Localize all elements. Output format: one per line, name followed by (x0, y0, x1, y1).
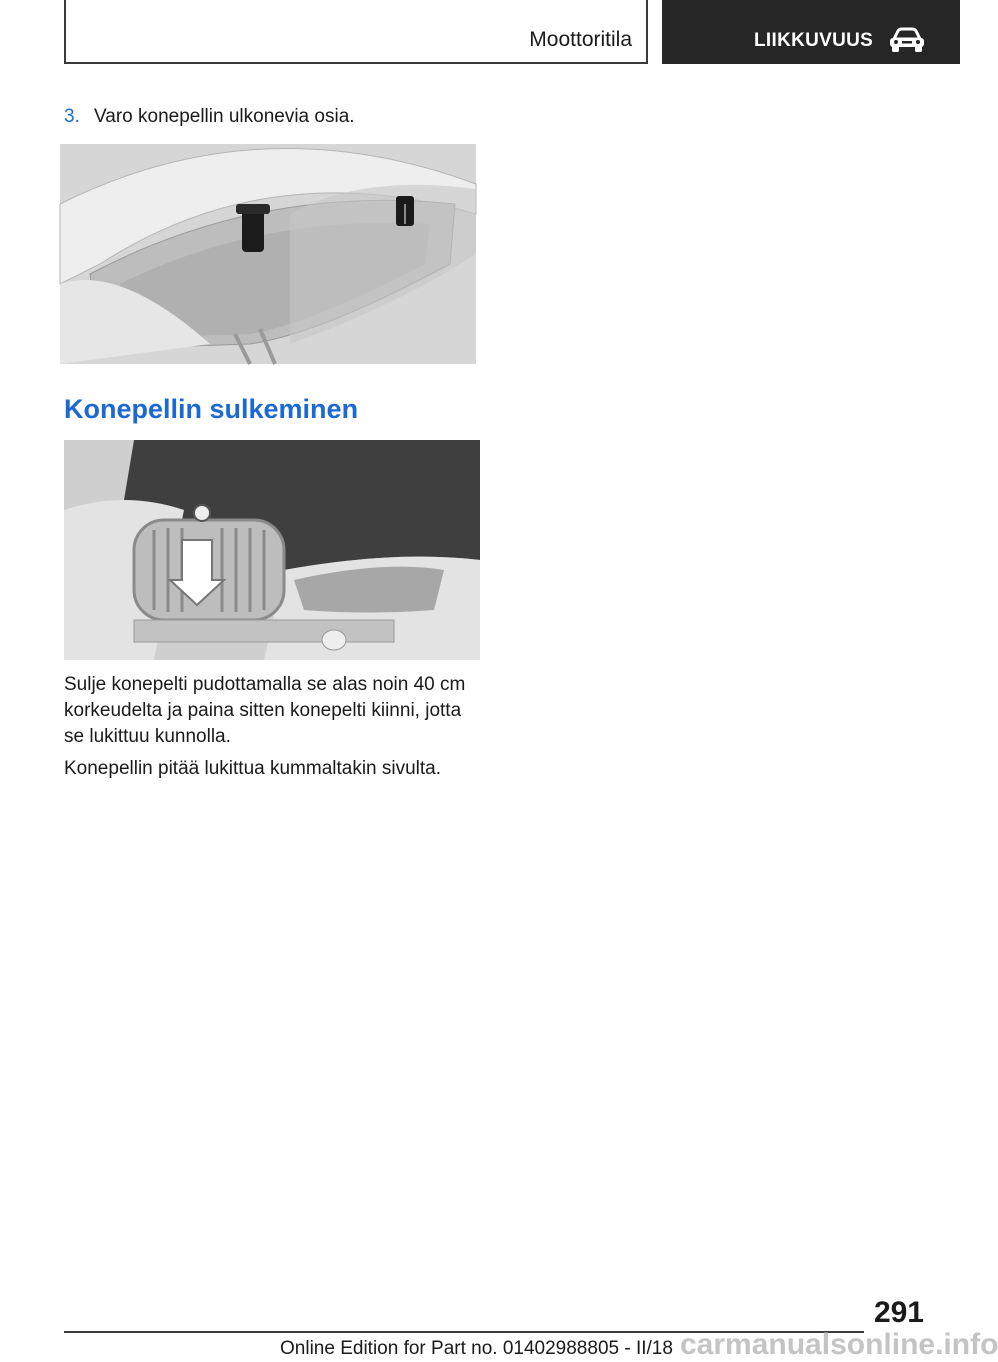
header-chapter-tab (662, 0, 960, 64)
hood-underside-illustration (60, 144, 476, 364)
paragraph-latch-note: Konepellin pitää lukittua kummaltakin sivulta. (64, 758, 442, 779)
step-number: 3. (64, 106, 80, 127)
paragraph-closing-instructions: Sulje konepelti pudottamalla se alas noin 40 cm korkeudelta ja paina sitten konepelti kiinni, jotta se lukittuu kunnolla. (64, 674, 466, 747)
section-title: Konepellin sulkeminen (64, 394, 359, 424)
header-section-title: Moottoritila (529, 28, 632, 51)
header-section-box (64, 0, 648, 64)
step-text: Varo konepellin ulkonevia osia. (94, 106, 355, 127)
watermark: carmanualsonline.info (680, 1328, 998, 1361)
header-chapter-label: LIIKKUVUUS (754, 30, 874, 51)
hood-closing-illustration (64, 440, 480, 660)
step-3 (64, 106, 355, 128)
page-number: 291 (873, 1296, 924, 1329)
footer-edition: Online Edition for Part no. 01402988805 - II/18 (280, 1338, 673, 1359)
car-icon (888, 27, 926, 53)
